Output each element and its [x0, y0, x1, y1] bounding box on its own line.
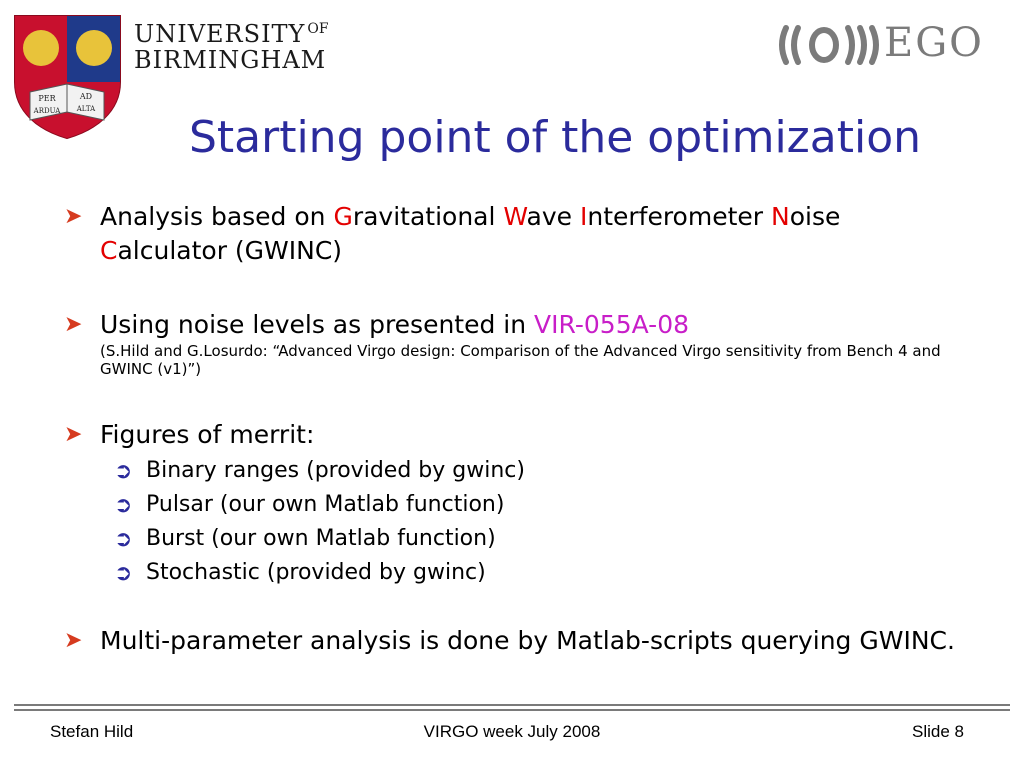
bullet-arrow-icon: ➤ [64, 204, 83, 229]
sub-item-text: Binary ranges (provided by gwinc) [146, 458, 525, 483]
bullet1-highlight-w: W [503, 202, 527, 231]
crest-motto-ardua: ARDUA [33, 107, 61, 115]
sub-list-item [64, 556, 974, 590]
bullet1-highlight-g: G [333, 202, 353, 231]
bullet1-text-3: ave [526, 202, 580, 231]
bullet1-text-4: nterferometer [587, 202, 771, 231]
bullet1-highlight-n: N [771, 202, 790, 231]
bullet-noise-levels [64, 308, 974, 378]
bullet1-text-1: Analysis based on [100, 202, 334, 231]
crest-motto-per: PER [38, 94, 56, 103]
ego-label: EGO [884, 20, 984, 66]
footer-event: VIRGO week July 2008 [423, 722, 601, 741]
university-of: OF [307, 21, 329, 37]
sub-item-text: Stochastic (provided by gwinc) [146, 560, 486, 585]
figures-of-merit-list [64, 454, 974, 590]
bullet-arrow-icon: ➤ [64, 422, 83, 447]
bullet2-note: (S.Hild and G.Losurdo: “Advanced Virgo design: Comparison of the Advanced Virgo sensitivity from Bench 4 and GWINC (v1)”) [100, 342, 941, 378]
crest-motto-ad: AD [79, 92, 93, 101]
bullet1-highlight-i: I [579, 202, 588, 231]
footer-slide-number: Slide 8 [912, 722, 964, 741]
bullet-gwinc [64, 200, 974, 268]
document-reference-link[interactable]: VIR-055A-08 [534, 310, 690, 339]
bullet-multi-parameter [64, 624, 955, 658]
sub-item-text: Burst (our own Matlab function) [146, 526, 496, 551]
footer-divider [14, 704, 1010, 712]
sub-list-item [64, 454, 974, 488]
bullet1-highlight-c: C [100, 236, 118, 265]
bullet1-text-6: alculator (GWINC) [117, 236, 343, 265]
bullet1-text-2: ravitational [352, 202, 504, 231]
bullet2-text: Using noise levels as presented in [100, 310, 535, 339]
university-line1: UNIVERSITY [134, 20, 306, 48]
circled-arrow-icon: ➲ [114, 527, 133, 552]
bullet1-text-5: oise [789, 202, 841, 231]
bullet-figures-of-merit [64, 418, 314, 452]
university-name [134, 16, 329, 73]
circled-arrow-icon: ➲ [114, 493, 133, 518]
bullet-arrow-icon: ➤ [64, 312, 83, 337]
sub-list-item [64, 522, 974, 556]
university-line2: BIRMINGHAM [134, 46, 327, 74]
sub-item-text: Pulsar (our own Matlab function) [146, 492, 505, 517]
slide-title: Starting point of the optimization [188, 112, 922, 163]
circled-arrow-icon: ➲ [114, 561, 133, 586]
bullet3-text: Figures of merrit: [100, 420, 315, 449]
bullet-arrow-icon: ➤ [64, 628, 83, 653]
crest-motto-alta: ALTA [76, 105, 96, 113]
bullet4-text: Multi-parameter analysis is done by Matlab-scripts querying GWINC. [100, 626, 955, 655]
circled-arrow-icon: ➲ [114, 459, 133, 484]
footer-author: Stefan Hild [50, 722, 134, 741]
sub-list-item [64, 488, 974, 522]
